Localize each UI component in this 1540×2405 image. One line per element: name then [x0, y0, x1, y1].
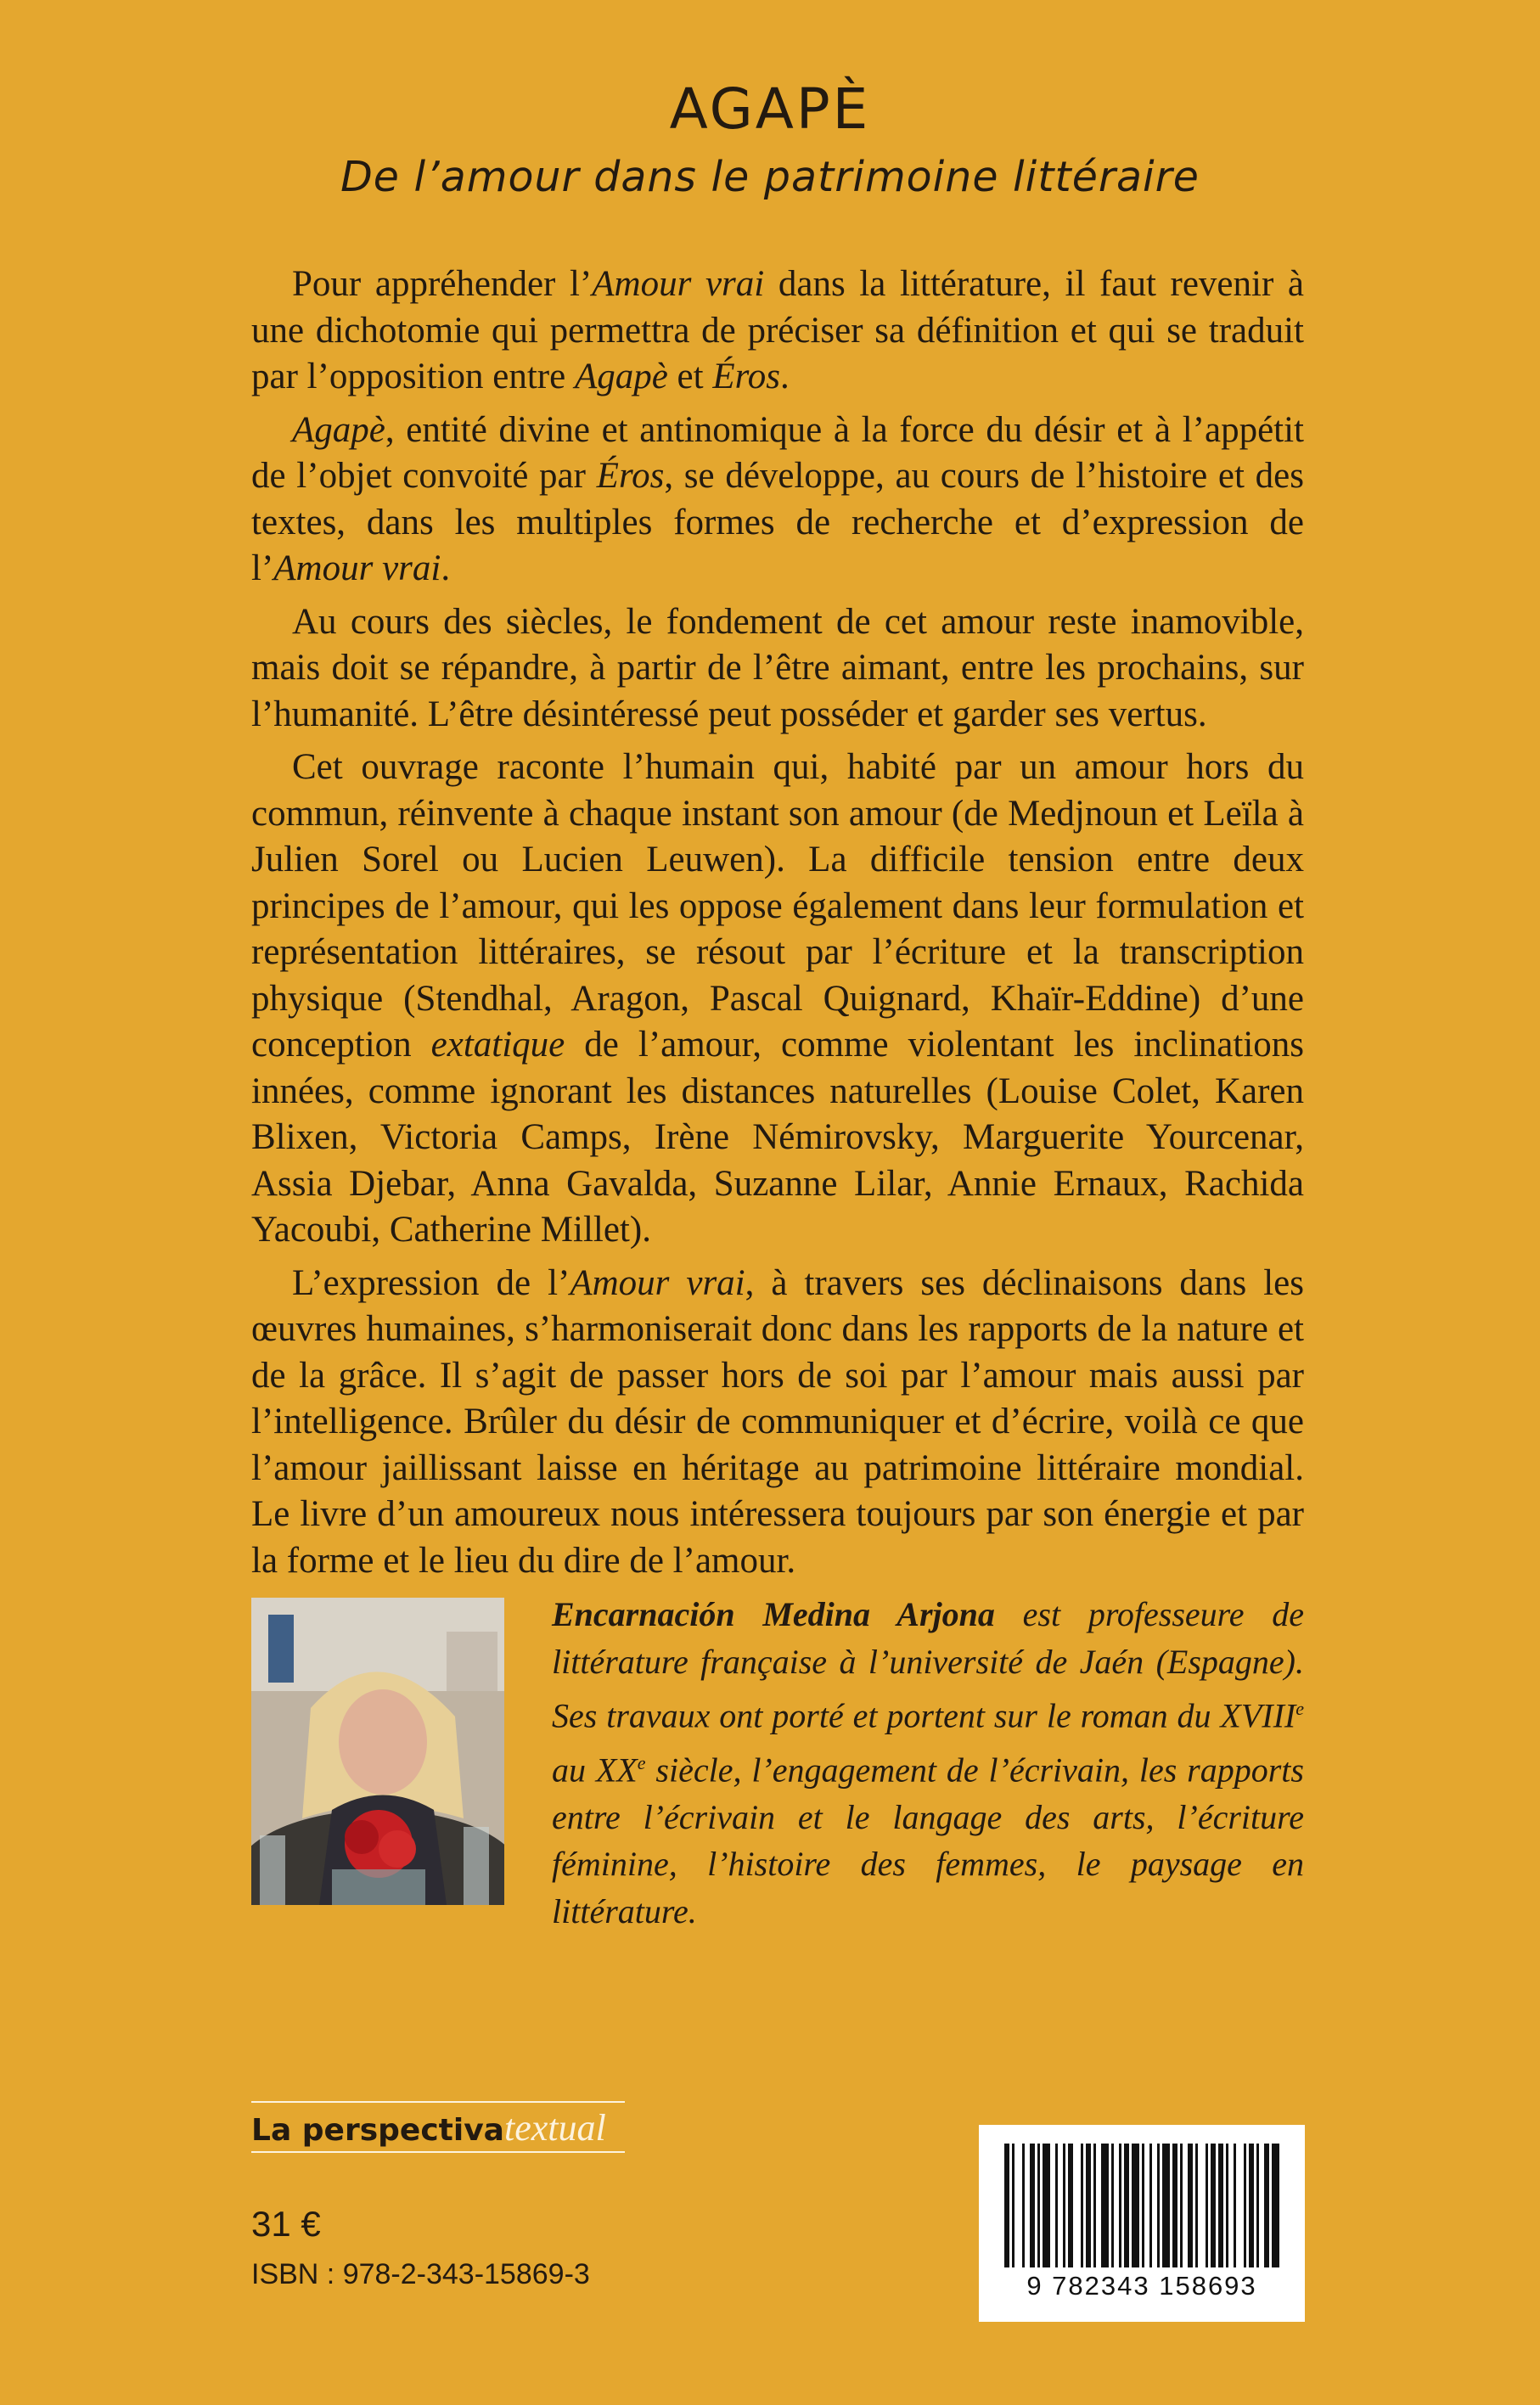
barcode-bar: [1149, 2144, 1152, 2267]
body-paragraph: [251, 407, 1304, 593]
author-bio-text: siècle, l’engagement de l’écrivain, les rapports entre l’écrivain et le langage des arts, l’écriture féminine, l’histoire des femmes, le paysage en littérature.: [552, 1750, 1304, 1930]
italic-text: Agapè: [292, 409, 385, 450]
barcode-bar: [1244, 2144, 1246, 2267]
italic-text: Éros: [712, 357, 780, 396]
author-bio: [552, 1591, 1304, 1935]
barcode-bar: [1218, 2144, 1223, 2267]
isbn: ISBN : 978-2-343-15869-3: [251, 2258, 590, 2290]
barcode-bar: [1119, 2144, 1121, 2267]
barcode-bar: [1012, 2144, 1014, 2267]
barcode-bar: [1081, 2144, 1083, 2267]
italic-text: Amour vrai: [592, 264, 765, 304]
barcode-bar: [1068, 2144, 1073, 2267]
barcode-bar: [1111, 2144, 1114, 2267]
barcode-bar: [1086, 2144, 1091, 2267]
barcode-bar: [1195, 2144, 1198, 2267]
paragraph-text: de l’amour, comme violentant les inclinations innées, comme ignorant les distances naturelles (Louise Colet, Karen Blixen, Victoria Camps, Irène Némirovsky, Marguerite Yourcenar, Assia Djebar, Anna Gavalda, Suzanne Lilar, Annie Ernaux, Rachida Yacoubi, Catherine Millet).: [251, 1025, 1304, 1250]
price: 31 €: [251, 2204, 321, 2244]
paragraph-text: Au cours des siècles, le fondement de cet amour reste inamovible, mais doit se répandre, à partir de l’être aimant, entre les prochains, sur l’humanité. L’être désintéressé peut posséder et garder ses vertus.: [251, 601, 1304, 734]
paragraph-text: , à travers ses déclinaisons dans les œuvres humaines, s’harmoniserait donc dans les rapports de la nature et de la grâce. Il s’agit de passer hors de soi par l’amour mais aussi par l’intelligence. Brûler du désir de communiquer et d’écrire, voilà ce que l’amour jaillissant laisse en héritage au patrimoine littéraire mondial. Le livre d’un amoureux nous intéressera toujours par son énergie et par la forme et le lieu du dire de l’amour.: [251, 1262, 1304, 1581]
author-bio-text: au XX: [552, 1750, 638, 1790]
barcode-bar: [1093, 2144, 1096, 2267]
paragraph-text: , se développe, au cours de l’histoire et des textes, dans les multiples formes de recherche et d’expression de l’: [251, 456, 1304, 588]
barcode-bar: [1022, 2144, 1025, 2267]
back-cover-text: [251, 261, 1304, 1591]
collection-logo: [251, 2101, 625, 2153]
barcode-bar: [1101, 2144, 1109, 2267]
paragraph-text: , entité divine et antinomique à la force du désir et à l’appétit de l’objet convoité par: [251, 409, 1304, 496]
paragraph-text: et: [667, 357, 713, 396]
barcode-bar: [1157, 2144, 1160, 2267]
paragraph-text: Pour appréhender l’: [292, 264, 593, 304]
paragraph-text: .: [779, 357, 790, 396]
barcode-bar: [1234, 2144, 1236, 2267]
paragraph-text: dans la littérature, il faut revenir à une dichotomie qui permettra de préciser sa définition et qui se traduit par l’opposition entre: [251, 264, 1305, 396]
body-paragraph: [251, 1261, 1304, 1585]
barcode-bar: [1249, 2144, 1254, 2267]
barcode-bar: [1037, 2144, 1040, 2267]
barcode-bar: [1264, 2144, 1269, 2267]
barcode-bar: [1142, 2144, 1144, 2267]
author-photo: [251, 1598, 504, 1905]
barcode-bar: [1132, 2144, 1139, 2267]
barcode-bar: [1211, 2144, 1216, 2267]
barcode-bar: [1043, 2144, 1050, 2267]
book-title: AGAPÈ: [669, 76, 871, 142]
barcode-bar: [1124, 2144, 1129, 2267]
author-bio-text: est professeure de littérature française à l’université de Jaén (Espagne). Ses travaux ont porté et portent sur le roman du XVIII: [552, 1595, 1305, 1735]
barcode-bar: [1272, 2144, 1279, 2267]
barcode-bar: [1256, 2144, 1259, 2267]
barcode-bar: [1172, 2144, 1177, 2267]
collection-name-accent: textual: [503, 2107, 606, 2149]
barcode-bar: [1030, 2144, 1035, 2267]
author-name: Encarnación Medina Arjona: [552, 1595, 995, 1633]
barcode-bar: [1180, 2144, 1183, 2267]
italic-text: extatique: [430, 1025, 565, 1065]
barcode: [979, 2125, 1305, 2322]
author-portrait-image: [251, 1598, 504, 1905]
body-paragraph: [251, 745, 1304, 1254]
book-subtitle: De l’amour dans le patrimoine littéraire: [340, 153, 1200, 201]
superscript: e: [637, 1751, 646, 1773]
paragraph-text: L’expression de l’: [292, 1262, 570, 1303]
superscript: e: [1296, 1698, 1304, 1719]
barcode-bar: [1226, 2144, 1228, 2267]
body-paragraph: [251, 599, 1304, 739]
barcode-bar: [1055, 2144, 1058, 2267]
italic-text: Éros: [596, 456, 665, 496]
barcode-bar: [1004, 2144, 1009, 2267]
italic-text: Agapè: [574, 357, 668, 396]
italic-text: Amour vrai: [570, 1262, 745, 1303]
paragraph-text: Cet ouvrage raconte l’humain qui, habité par un amour hors du commun, réinvente à chaque instant son amour (de Medjnoun et Leïla à Julien Sorel ou Lucien Leuwen). La difficile tension entre deux principes de l’amour, qui les oppose également dans leur formulation et représentation littéraires, se résout par l’écriture et la transcription physique (Stendhal, Aragon, Pascal Quignard, Khaïr-Eddine) d’une conception: [251, 747, 1304, 1065]
barcode-bar: [1162, 2144, 1170, 2267]
barcode-digits: 9 782343 158693: [1026, 2271, 1257, 2301]
barcode-bar: [1206, 2144, 1208, 2267]
collection-name: La perspectiva: [251, 2113, 504, 2148]
barcode-bar: [1188, 2144, 1193, 2267]
paragraph-text: .: [441, 548, 451, 588]
italic-text: Amour vrai: [273, 548, 441, 588]
barcode-bar: [1063, 2144, 1065, 2267]
body-paragraph: [251, 261, 1304, 401]
